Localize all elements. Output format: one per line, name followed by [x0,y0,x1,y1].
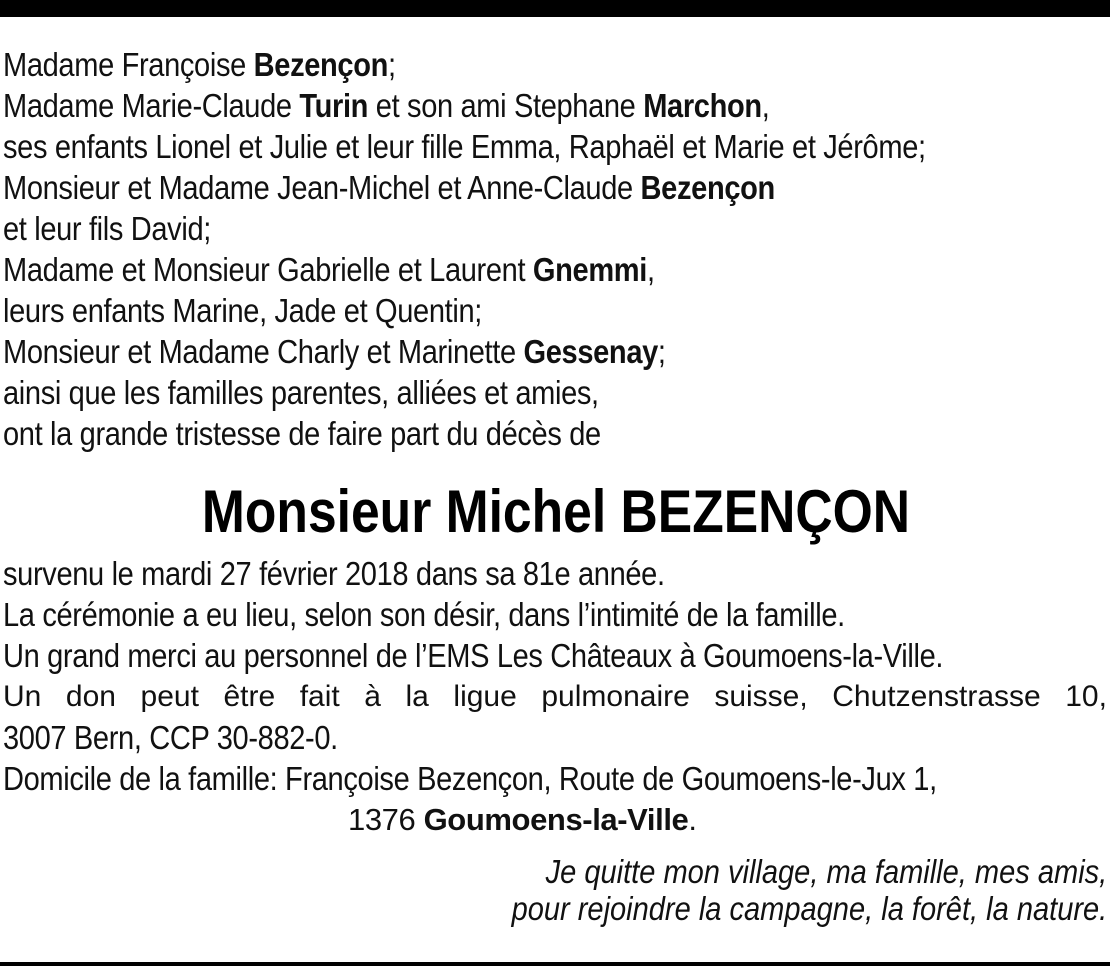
top-rule [0,0,1110,17]
poem-line: Je quitte mon village, ma famille, mes amis, [545,853,1108,890]
donation-line: Un don peut être fait à la ligue pulmonaire suisse, Chutzenstrasse 10, [3,680,1107,713]
bottom-rule [0,962,1110,966]
family-line: Monsieur et Madame Charly et Marinette Gessenay; [3,333,666,370]
deceased-name: Monsieur Michel BEZENÇON [201,478,911,545]
detail-line: Un grand merci au personnel de l’EMS Les Châteaux à Goumoens-la-Ville. [3,637,944,674]
family-line: ainsi que les familles parentes, alliées et amies, [3,374,599,411]
family-line: Madame Marie-Claude Turin et son ami Stephane Marchon, [3,87,770,124]
detail-line: La cérémonie a eu lieu, selon son désir, dans l’intimité de la famille. [3,596,845,633]
domicile-line: Domicile de la famille: Françoise Bezençon, Route de Goumoens-le-Jux 1, [3,760,937,797]
donation-address: 3007 Bern, CCP 30-882-0. [3,719,338,756]
family-line: et leur fils David; [3,210,211,247]
family-line: Monsieur et Madame Jean-Michel et Anne-Claude Bezençon [3,169,775,206]
death-notice [3,44,1109,927]
family-line: ont la grande tristesse de faire part du décès de [3,415,601,452]
poem-line: pour rejoindre la campagne, la forêt, la nature. [511,890,1108,927]
domicile-town: 1376 Goumoens-la-Ville. [348,802,697,837]
closing-poem [3,853,1109,927]
detail-line: survenu le mardi 27 février 2018 dans sa 81e année. [3,555,665,592]
family-line: Madame Françoise Bezençon; [3,46,396,83]
family-line: ses enfants Lionel et Julie et leur fille Emma, Raphaël et Marie et Jérôme; [3,128,926,165]
family-line: leurs enfants Marine, Jade et Quentin; [3,292,482,329]
family-line: Madame et Monsieur Gabrielle et Laurent Gnemmi, [3,251,655,288]
